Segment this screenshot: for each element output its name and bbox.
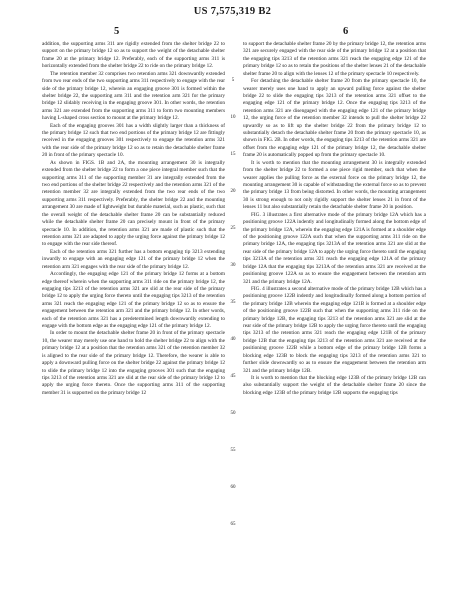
line-number: 15 <box>230 152 236 157</box>
line-number: 40 <box>230 337 236 342</box>
patent-number-header: US 7,575,319 B2 <box>193 6 272 17</box>
paragraph: The retention member 32 comprises two retention arms 321 downwardly extended from two rear ends of the two supporting arms 311 respectively to engage with the rear side of the primary bridge 12, wherein an engaging groove 301 is formed within the shelter bridge 22, the supporting arm 311 and the retention arm 321 for the primary bridge 12 slidably receiving in the engaging groove 301. In other words, the retention arms 321 are extended from the supporting arms 311 to form two mounting members having L-shaped cross section to mount at the primary bridge 12. <box>42 70 225 122</box>
paragraph: Each of the retention arms 321 further has a bottom engaging tip 3213 extending inwardly to engage with an engaging edge 121 of the primary bridge 12 when the retention arm 321 engages with the rear side of the primary bridge 12. <box>42 248 225 270</box>
line-number: 50 <box>230 411 236 416</box>
paragraph: For detaching the detachable shelter frame 20 from the primary spectacle 10, the wearer merely uses one hand to apply an upward pulling force against the shelter bridge 22 to slide the engaging tips 3213 of the retention arms 321 offset to the engaging edge 121 of the primary bridge 12. Once the engaging tips 3213 of the retention arms 321 are disengaged with the engaging edge 121 of the primary bridge 12, the urging force of the retention member 32 intends to pull the shelter bridge 22 upwardly so as to lift up the shelter bridge 22 from the primary bridge 12 to substantially detach the detachable shelter frame 20 from the primary spectacle 10, as shown in FIG. 2B. In other words, the engaging tips 3213 of the retention arms 321 are offset from the engaging edge 121 of the primary bridge 12, the detachable shelter frame 20 is automatically popped up from the primary spectacle 10. <box>243 78 426 159</box>
line-number: 10 <box>230 115 236 120</box>
paragraph: In order to mount the detachable shelter frame 20 in front of the primary spectacle 10, the wearer may merely use one hand to hold the shelter bridge 22 to align with the primary bridge 12 at a position that the retention arms 321 of the retention member 32 is aligned to the rear side of the primary bridge 12. Therefore, the wearer is able to apply a downward pulling force on the shelter bridge 22 against the primary bridge 12 to slide the primary bridge 12 into the engaging grooves 301 such that the engaging tips 3213 of the retention arms 321 are slid at the rear side of the primary bridge 12 to apply the urging force thereto. Once the supporting arms 311 of the supporting member 31 is supported on the primary bridge 12 <box>42 330 225 396</box>
paragraph: to support the detachable shelter frame 20 by the primary bridge 12, the retention arms 321 are securely engaged with the rear side of the primary bridge 12 at a position that the engaging tips 3213 of the retention arms 321 reach the engaging edge 121 of the primary bridge 12 so as to retain the positions of the shelter lenses 21 of the detachable shelter frame 20 to align with the lenses 12 of the primary spectacle 10 respectively. <box>243 41 426 77</box>
line-number: 55 <box>230 448 236 453</box>
line-number: 30 <box>230 263 236 268</box>
paragraph: Each of the engaging grooves 301 has a width slightly larger than a thickness of the primary bridge 12 such that two end portions of the primary bridge 12 are fittingly received in the engaging grooves 301 respectively to engage the retention arms 321 with the rear side of the primary bridge 12 so as to retain the detachable shelter frame 20 in front of the primary spectacle 10. <box>42 122 225 159</box>
right-column-number: 6 <box>343 26 349 37</box>
paragraph: It is worth to mention that the blocking edge 123B of the primary bridge 12B can also substantially support the weight of the detachable shelter frame 20 since the blocking edge 123B of the primary bridge 12B supports the engaging tips <box>243 374 426 396</box>
paragraph: Accordingly, the engaging edge 121 of the primary bridge 12 forms at a bottom edge thereof wherein when the supporting arms 311 ride on the primary bridge 12, the engaging tips 3213 of the retention arms 321 are slid at the rear side of the primary bridge 12 to apply the urging force thereto until the engaging tips 3213 of the retention arms 321 reach the engaging edge 121 of the primary bridge 12 so as to ensure the engagement between the retention arm 321 and the primary bridge 12. In other words, each of the retention arms 321 has a predetermined length downwardly extending to engage with the bottom edge as the engaging edge 121 of the primary bridge 12. <box>42 271 225 330</box>
left-column-number: 5 <box>114 26 120 37</box>
line-number: 45 <box>230 374 236 379</box>
paragraph: As shown in FIGS. 1B and 2A, the mounting arrangement 30 is integrally extended from the shelter bridge 22 to form a one piece integral member such that the supporting arms 311 of the supporting member 31 are integrally extended from the two end portions of the shelter bridge 22 respectively and the retention arms 321 of the retention member 32 are integrally extended from the two rear ends of the two supporting arms 311 respectively. Preferably, the shelter bridge 22 and the mounting arrangement 30 are made of lightweight but durable material, such as plastic, such that the overall weight of the detachable shelter frame 20 can be substantially reduced while the detachable shelter frame 20 can precisely mount in front of the primary spectacle 10. In addition, the retention arms 321 are made of plastic such that the retention arms 321 are adapted to apply the urging force against the primary bridge 12 to engage with the rear side thereof. <box>42 159 225 248</box>
line-number: 60 <box>230 485 236 490</box>
left-column-text <box>42 41 225 397</box>
line-number: 20 <box>230 189 236 194</box>
paragraph: It is worth to mention that the mounting arrangement 30 is integrally extended from the shelter bridge 22 to formed a one piece rigid member, such that when the wearer applies the pulling force as the external force on the primary bridge 12, the mounting arrangement 30 is capable of withstanding the external force so as to prevent the primary bridge 13 from being distorted. In other words, the mounting arrangement 30 is strong enough to not only rigidly support the shelter lenses 21 in front of the lenses 11 but also substantially retain the detachable shelter frame 20 in position. <box>243 159 426 211</box>
right-column-text <box>243 41 426 397</box>
line-number: 5 <box>231 78 235 83</box>
paragraph: FIG. 3 illustrates a first alternative mode of the primary bridge 12A which has a positioning groove 122A indently and longitudinally formed along the bottom edge of the primary bridge 12A, wherein the engaging edge 121A is formed at a shoulder edge of the positioning groove 122A such that when the supporting arms 311 ride on the primary bridge 12A, the engaging tips 3213A of the retention arms 321 are slid at the rear side of the primary bridge 12A to apply the urging force thereto until the engaging tips 3213A of the retention arms 321 reach the engaging edge 121A of the primary bridge 12A that the engaging tips 3213A of the retention arms 321 are received at the positioning groove 122A so as to ensure the engagement between the retention arm 321 and the primary bridge 12A. <box>243 211 426 285</box>
paragraph: addition, the supporting arms 311 are rigidly extended from the shelter bridge 22 to support on the primary bridge 12 so as to support the weight of the detachable shelter frame 20 at the primary bridge 12. Preferably, each of the supporting arms 311 is horizontally extended from the shelter bridge 22 to ride on the primary bridge 12. <box>42 41 225 70</box>
line-number: 65 <box>230 522 236 527</box>
paragraph: FIG. 4 illustrates a second alternative mode of the primary bridge 12B which has a positioning groove 122B indently and longitudinally formed along a bottom portion of the primary bridge 12B wherein the engaging edge 121B is formed at a shoulder edge of the positioning groove 122B such that when the supporting arms 311 ride on the primary bridge 12B, the engaging tips 3213 of the retention arms 321 are slid at the rear side of the primary bridge 12B to apply the urging force thereto until the engaging tips 3213 of the retention arms 321 reach the engaging edge 121B of the primary bridge 12B that the engaging tips 3213 of the retention arms 321 are received at the positioning groove 122B while a bottom edge of the primary bridge 12B forms a blocking edge 123B to block the engaging tips 3213 of the retention arms 321 to further slide downwardly so as to ensure the engagement between the retention arm 321 and the primary bridge 12B. <box>243 285 426 374</box>
line-number: 25 <box>230 226 236 231</box>
line-number: 35 <box>230 300 236 305</box>
